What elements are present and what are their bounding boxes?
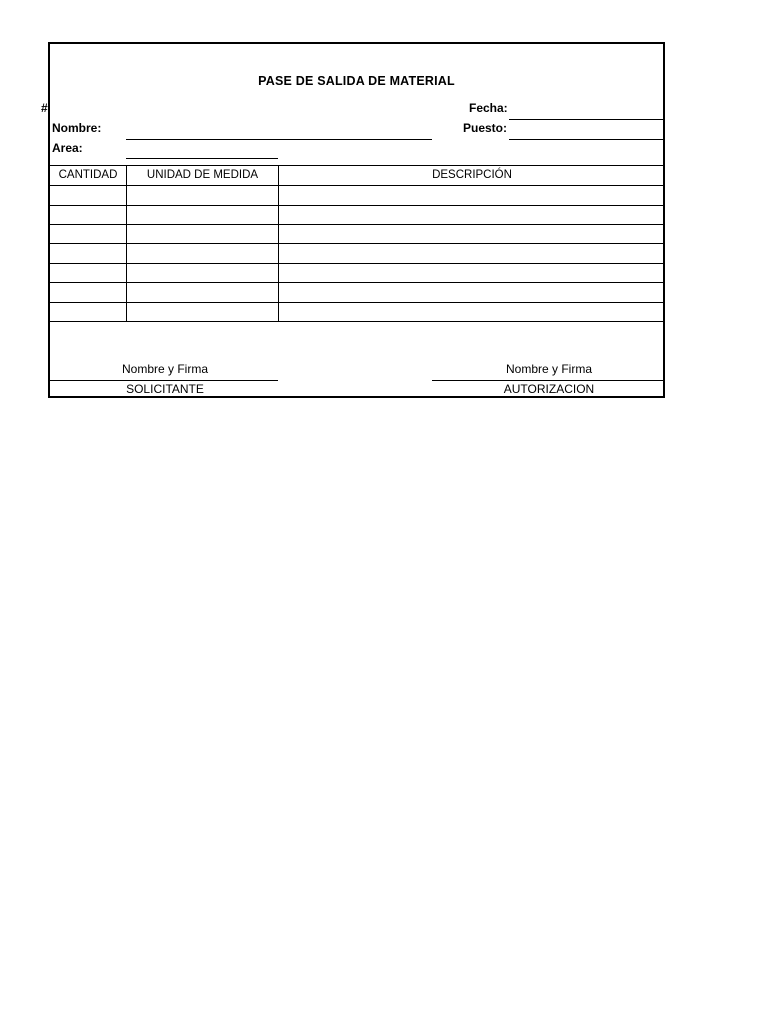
left-signature-line[interactable] [50, 380, 278, 381]
fecha-label: Fecha: [469, 101, 508, 115]
column-header-unidad: UNIDAD DE MEDIDA [146, 169, 259, 181]
left-signature-caption: Nombre y Firma [121, 362, 208, 376]
puesto-label: Puesto: [463, 121, 508, 135]
table-row-divider [50, 205, 663, 206]
table-column-divider [278, 165, 279, 321]
table-row-divider [50, 243, 663, 244]
table-row-divider [50, 302, 663, 303]
autorizacion-label: AUTORIZACION [503, 382, 595, 396]
area-field-line[interactable] [126, 158, 278, 159]
column-header-cantidad: CANTIDAD [58, 169, 118, 181]
nombre-field-line[interactable] [126, 139, 432, 140]
table-row-divider [50, 224, 663, 225]
table-header-divider [50, 185, 663, 186]
table-top-border [50, 165, 663, 166]
right-signature-caption: Nombre y Firma [505, 362, 592, 376]
area-label: Area: [52, 141, 83, 155]
column-header-descripcion: DESCRIPCIÓN [432, 169, 512, 181]
right-signature-line[interactable] [432, 380, 665, 381]
table-column-divider [126, 165, 127, 321]
puesto-field-line[interactable] [509, 139, 665, 140]
pass-number-label: # [41, 101, 48, 115]
fecha-field-line[interactable] [509, 119, 665, 120]
form-title: PASE DE SALIDA DE MATERIAL [258, 74, 455, 88]
table-bottom-border [50, 321, 663, 322]
material-exit-pass-form [41, 42, 665, 398]
solicitante-label: SOLICITANTE [126, 382, 204, 396]
nombre-label: Nombre: [52, 121, 102, 135]
table-row-divider [50, 263, 663, 264]
table-row-divider [50, 282, 663, 283]
